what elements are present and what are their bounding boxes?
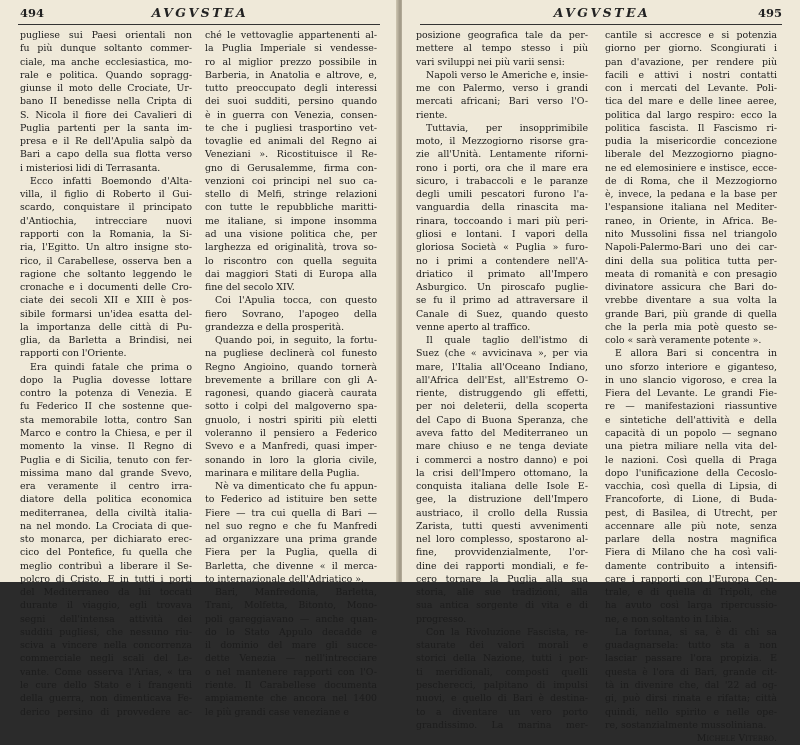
text-line: durante il viaggio, egli trovava <box>20 600 192 612</box>
text-line: ad una visione politica che, per <box>205 228 377 240</box>
text-line: presa e il Re dell'Apulia salpò da <box>20 136 192 148</box>
text-line: do lo Stato Appulo decadde e <box>205 626 377 638</box>
text-line: Bari a capo della sua flotta verso <box>20 149 192 161</box>
text-line: care i rapporti con l'Europa Cen- <box>605 573 777 585</box>
text-line: Fiere — tra cui quella di Bari — <box>205 507 377 519</box>
text-line: divinatore assicura che Bari do- <box>605 282 777 294</box>
text-line: no i primi a contendere nell'A- <box>416 255 588 267</box>
text-line: meata di romanità e con presagio <box>605 268 777 280</box>
text-line: grande Bari, più grande di quella <box>605 308 777 320</box>
text-line: mare chiuso e ne tenga deviate <box>416 441 588 453</box>
text-line: Con la Rivoluzione Fascista, re- <box>426 626 588 638</box>
text-line: lasciar passare l'ora propizia. E <box>605 653 777 665</box>
text-line: brevemente a brillare con gli A- <box>205 374 377 386</box>
text-line: ne ed elemosiniere e instisce, ecce- <box>605 162 777 174</box>
text-line: sibile formarsi un'idea esatta del- <box>20 308 192 320</box>
text-line: pescherecci, palpitano di impulsi <box>416 680 588 692</box>
text-line: vanguardia della rinascita ma- <box>416 202 588 214</box>
text-line: è, invece, la pedana e la base per <box>605 189 777 201</box>
text-line: o nel mantenere rapporti con l'O- <box>205 666 377 678</box>
text-line: ragione che soltanto leggendo le <box>20 268 192 280</box>
text-line: Coi l'Apulia tocca, con questo <box>215 295 377 307</box>
text-line: me italiane, si impone insomma <box>205 215 377 227</box>
text-line: e sintetiche dell'attività e della <box>605 414 777 426</box>
text-line: riente. <box>416 109 448 121</box>
text-line: Bari, Manfredonia, Barletta, <box>215 587 377 599</box>
text-line: zie all'Unità. Lentamente riforni- <box>416 149 588 161</box>
right-column-2 <box>605 29 777 745</box>
text-line: trale, e di quella di Tripoli, che <box>605 587 777 599</box>
text-line: to internazionale dell'Adriatico ». <box>205 573 364 585</box>
text-line: Barletta, che divenne « il merca- <box>205 560 377 572</box>
text-line: fine, provvidenzialmente, l'or- <box>416 547 588 559</box>
text-line: na pugliese declinerà col funesto <box>205 348 377 360</box>
text-line: dini della sua politica tutta per- <box>605 255 777 267</box>
text-line: Svevo e a Manfredi, quasi imper- <box>205 441 377 453</box>
text-line: bano II benedisse nella Cripta di <box>20 96 192 108</box>
text-line: E allora Bari si concentra in <box>615 348 777 360</box>
text-line: Ecco infatti Boemondo d'Alta- <box>30 175 192 187</box>
text-line: Canale di Suez, quando questo <box>416 308 588 320</box>
text-line: della guerra, non dimenticava Fe- <box>20 693 192 705</box>
text-line: il dominio del mare gli succe- <box>205 640 377 652</box>
text-line: Era quindi fatale che prima o <box>30 361 192 373</box>
text-line: marinara e militare della Puglia. <box>205 467 360 479</box>
text-line: del Capo di Buona Speranza, che <box>416 414 588 426</box>
text-line: Regno Angioino, quando tornerà <box>205 361 377 373</box>
text-line: sto monarca, per dichiarato erec- <box>20 534 192 546</box>
text-line: mediterranea, della civiltà italia- <box>20 507 192 519</box>
text-line: ragonesi, quando giacerà caurata <box>205 388 377 400</box>
text-line: segni dell'intensa attività dei <box>20 613 192 625</box>
left-header-rule <box>18 24 380 25</box>
right-column-1 <box>416 29 588 731</box>
text-line: sicuro, i trabaccoli e le paranze <box>416 175 588 187</box>
text-line: Fiera per la Puglia, quella di <box>205 547 377 559</box>
text-line: Trani, Molfetta, Bitonto, Mono- <box>205 600 377 612</box>
text-line: sudditi pugliesi, che nessuno riu- <box>20 626 192 638</box>
text-line: fiero Sovrano, l'apogeo della <box>205 308 377 320</box>
text-line: stello di Melfi, stringe relazioni <box>205 189 377 201</box>
text-line: meglio contribuì a liberare il Se- <box>20 560 192 572</box>
text-line: conquista italiana delle Isole E- <box>416 481 588 493</box>
text-line: Francoforte, di Lione, di Buda- <box>605 494 777 506</box>
text-line: d'Antiochia, intrecciare nuovi <box>20 215 192 227</box>
text-line: vari sviluppi nei più varii sensi: <box>416 56 565 68</box>
text-line: Fiera di Milano che ha così vali- <box>605 547 777 559</box>
text-line: momento la vinse. Il Regno di <box>20 441 192 453</box>
text-line: fine del secolo XIV. <box>205 282 295 294</box>
text-line: polcro di Cristo. E in tutti i porti <box>20 573 192 585</box>
text-line: rale e politica. Quando sopragg- <box>20 69 192 81</box>
text-line: to Federico ad istituire ben sette <box>205 494 377 506</box>
text-line: Nè va dimenticato che fu appun- <box>215 481 377 493</box>
text-line: Asburgico. Un piroscafo puglie- <box>416 282 588 294</box>
text-line: uno sforzo interiore e giganteso, <box>605 361 777 373</box>
text-line: che la perla mia potè questo se- <box>605 321 777 333</box>
text-line: te che i pugliesi trasportino vet- <box>205 122 377 134</box>
text-line: colo « sarà veramente potente ». <box>605 335 762 347</box>
text-line: i misteriosi lidi di Terrasanta. <box>20 162 161 174</box>
text-line: facili e attivi i nostri contatti <box>605 69 777 81</box>
text-line: sotto i colpi del malgoverno spa- <box>205 401 377 413</box>
text-line: cico del Pontefice, fu quella che <box>20 547 192 559</box>
text-line: raneo, in Oriente, in Africa. Be- <box>605 215 777 227</box>
text-line: all'Africa dell'Est, all'Estremo O- <box>416 374 588 386</box>
text-line: rinara, tocco​ando i mari più peri- <box>416 215 588 227</box>
text-line: cero tornare la Puglia alla sua <box>416 573 588 585</box>
text-line: con i mercati del Levante. Poli- <box>605 83 777 95</box>
text-line: parlare della nostra magnifica <box>605 534 777 546</box>
text-line: ti meridionali, composti quelli <box>416 666 588 678</box>
text-line: Suez (che « avvicinava », per via <box>416 348 588 360</box>
text-line: riente, distruggendo gli effetti, <box>416 388 588 400</box>
text-line: ro al miglior prezzo possibile in <box>205 56 377 68</box>
text-line: tica del mare e delle linee aeree, <box>605 96 777 108</box>
text-line: la crisi dell'Impero ottomano, la <box>416 467 588 479</box>
right-page <box>402 0 800 745</box>
text-line: in uno slancio vigoroso, e crea la <box>605 374 777 386</box>
text-line: giunse il moto delle Crociate, Ur- <box>20 83 192 95</box>
text-line: sta memorabile lotta, contro San <box>20 414 192 426</box>
text-line: dai maggiori Stati di Europa alla <box>205 268 377 280</box>
text-line: una pietra miliare nella vita del- <box>605 441 777 453</box>
text-line: cantile si accresce e si potenzia <box>605 30 777 41</box>
text-line: nel loro complesso, spostarono al- <box>416 534 588 546</box>
text-line: damente contribuito a intensifi- <box>605 560 777 572</box>
text-line: contro la potenza di Venezia. E <box>20 388 192 400</box>
text-line: guadagnarsela: tutto sta a non <box>605 640 777 652</box>
text-line: politica fascista. Il Fascismo ri- <box>605 122 777 134</box>
author-signature: Michele Viterbo. <box>696 733 777 745</box>
text-line: se fu il primo ad attraversare il <box>416 295 588 307</box>
text-line: l'espansione italiana nel Mediter- <box>605 202 777 214</box>
text-line: gliosi e lontani. I vapori della <box>416 228 588 240</box>
left-page-number: 494 <box>20 6 45 20</box>
text-line: pudia la misericordie concezione <box>605 136 777 148</box>
text-line: i commerci a nostro danno) e poi <box>416 454 588 466</box>
left-running-head: AVGVSTEA <box>151 5 249 20</box>
text-line: ampiamente che ancora nel 1400 <box>205 693 377 705</box>
text-line: gi, può dirsi rinata e rifatta; città <box>605 693 777 705</box>
text-line: vacchia, così quella di Lipsia, di <box>605 481 777 493</box>
text-line: missima mano dal grande Svevo, <box>20 467 192 479</box>
text-line: quindi, nello spirito e nelle ope- <box>605 706 777 718</box>
text-line: Il quale taglio dell'istmo di <box>426 335 588 347</box>
text-line: riente. Il Carabellese documenta <box>205 680 377 692</box>
text-line: na nel mondo. La Crociata di que- <box>20 520 192 532</box>
text-line: le nazioni. Così quella di Praga <box>605 454 777 466</box>
text-line: Puglia e di Sicilia, tenuto con fer- <box>20 454 192 466</box>
text-line: Zarista, tutti questi avvenimenti <box>416 520 588 532</box>
text-line: Veneziani ». Ricostituisce il Re- <box>205 149 377 161</box>
text-line: storici della Nazione, tutti i por- <box>416 653 588 665</box>
text-line: commerciale negli scali del Le- <box>20 653 192 665</box>
text-line: dine dei rapporti mondiali, e fe- <box>416 560 588 572</box>
text-line: mare, l'Italia all'Oceano Indiano, <box>416 361 588 373</box>
text-line: è in guerra con Venezia, consen- <box>205 109 377 121</box>
text-line: progresso. <box>416 613 467 625</box>
right-running-head: AVGVSTEA <box>553 5 651 20</box>
text-line: liberale del Mezzogiorno piagno- <box>605 149 777 161</box>
left-column-1 <box>20 29 192 718</box>
text-line: lo riscontro con quella seguita <box>205 255 377 267</box>
text-line: dette Venezia — nell'intrecciare <box>205 653 377 665</box>
text-line: sciva a vincere nella concorrenza <box>20 640 192 652</box>
text-line: del Mediterraneo da lui toccati <box>20 587 192 599</box>
text-line: Fiera del Levante. Le grandi Fie- <box>605 388 777 400</box>
text-line: La fortuna, si sa, è di chi sa <box>615 626 777 638</box>
text-line: gno di Gerusalemme, firma con- <box>205 162 377 174</box>
text-line: grandezza e della prosperità. <box>205 321 345 333</box>
text-line: sua antica sorgente di vita e di <box>416 600 588 612</box>
text-line: S. Nicola il fiore dei Cavalieri di <box>20 109 192 121</box>
text-line: gloriosa Società « Puglia » furo- <box>416 242 588 254</box>
text-line: nuovi, e quello di Bari è destina- <box>416 693 588 705</box>
text-line: ad organizzare una prima grande <box>205 534 377 546</box>
text-line: moto, il Mezzogiorno risorse gra- <box>416 136 588 148</box>
text-line: mercati africani; Bari verso l'O- <box>416 96 588 108</box>
left-page <box>0 0 398 718</box>
text-line: gnuolo, i nostri spiriti più eletti <box>205 414 377 426</box>
text-line: degli umili pescatori furono l'a- <box>416 189 588 201</box>
text-line: politica dal largo respiro: ecco la <box>605 109 777 121</box>
text-line: pan d'avazione, per rendere più <box>605 56 777 68</box>
left-page-header <box>20 4 380 24</box>
text-line: villa, il figlio di Roberto il Gui- <box>20 189 192 201</box>
text-line: aveva fatto del Mediterraneo un <box>416 427 588 439</box>
text-line: ne, e non soltanto in Libia. <box>605 613 732 625</box>
text-line: dopo la Puglia dovesse lottare <box>20 374 192 386</box>
text-line: derico persino di provvedere ac- <box>20 706 192 718</box>
text-line: cronache e i documenti delle Cro- <box>20 282 192 294</box>
text-line: storia, alle sue tradizioni, alla <box>416 587 588 599</box>
text-line: nel suo regno e che fu Manfredi <box>205 520 377 532</box>
text-line: Puglia partenti per la santa im- <box>20 122 192 134</box>
right-page-number: 495 <box>757 6 782 20</box>
text-line: tà in divenire che, dal '22 ad og- <box>605 680 777 692</box>
text-line: dopo l'unificazione della Cecoslo- <box>605 467 777 479</box>
text-line: de di Roma, che il Mezzogiorno <box>605 175 777 187</box>
text-line: grandissimo. La marina mer- <box>416 719 588 731</box>
text-line: gee, la distruzione dell'Impero <box>416 494 588 506</box>
text-line: ha avuto così larga ripercussio- <box>605 600 777 612</box>
text-line: voleranno il pensiero a Federico <box>205 427 377 439</box>
text-line: pest, di Basilea, di Utrecht, per <box>605 507 777 519</box>
text-line: accennare alle più note, senza <box>605 520 777 532</box>
text-line: vrebbe diventare a sua volta la <box>605 295 777 307</box>
text-line: le più grandi case veneziane e <box>205 706 349 718</box>
text-line: per noi deleterii, della scoperta <box>416 401 588 413</box>
text-line: driatico il primato all'Impero <box>416 268 588 280</box>
text-line: pugliese sui Paesi orientali non <box>20 30 192 41</box>
text-line: venzioni coi principi nel suo ca- <box>205 175 377 187</box>
right-page-header <box>422 4 782 24</box>
text-line: Tuttavia, per insopprimibile <box>426 122 588 134</box>
text-line: me con Palermo, verso i grandi <box>416 83 588 95</box>
text-line: la importanza delle città di Pu- <box>20 321 192 333</box>
text-line: con tutte le repubbliche maritti- <box>205 202 377 214</box>
text-line: venne aperto al traffico. <box>416 321 531 333</box>
text-line: to a diventare un vero porto <box>416 706 588 718</box>
text-line: ria, l'Egitto. Un altro insigne sto- <box>20 242 192 254</box>
text-line: era veramente il centro irra- <box>20 481 192 493</box>
text-line: staurate dei valori morali e <box>416 640 588 652</box>
text-line: diatore della politica economica <box>20 494 192 506</box>
text-line: la Puglia Imperiale si vendesse- <box>205 43 377 55</box>
left-column-2 <box>205 29 377 718</box>
text-line: scardo, conquistare il principato <box>20 202 192 214</box>
text-line: posizione geografica tale da per- <box>416 30 588 41</box>
text-line: Napoli verso le Americhe e, insie- <box>426 69 588 81</box>
text-line: re — manifestazioni riassuntive <box>605 401 777 413</box>
text-line: rono i porti, ora che il mare era <box>416 162 588 174</box>
text-line: giorno per giorno. Scongiurati i <box>605 43 777 55</box>
text-line: ché le vettovaglie appartenenti al- <box>205 30 377 41</box>
text-line: vante. Come osserva l'Arias, « tra <box>20 666 192 678</box>
text-line: larghezza ed originalità, trova so- <box>205 242 377 254</box>
text-line: poli gareggiavano — anche quan- <box>205 613 377 625</box>
text-line: sonando in loro la gloria civile, <box>205 454 377 466</box>
text-line: nito Mussolini fissa nel triangolo <box>605 228 777 240</box>
text-line: Barberia, in Anatolia e altrove, e, <box>205 69 377 81</box>
text-line: rapporti con la Romania, la Si- <box>20 228 192 240</box>
text-line: Marco e contro la Chiesa, e per il <box>20 427 192 439</box>
text-line: tutto preoccupato degli interessi <box>205 83 377 95</box>
text-line: rico, il Carabellese, osserva ben a <box>20 255 192 267</box>
text-line: le cure dello Stato e i frangenti <box>20 680 192 692</box>
text-line: fu più dunque soltanto commer- <box>20 43 192 55</box>
text-line: mettere al tempo stesso i più <box>416 43 588 55</box>
text-line: Napoli-Palermo-Bari uno dei car- <box>605 242 777 254</box>
right-header-rule <box>420 24 782 25</box>
text-line: ciale, ma anche ecclesiastica, mo- <box>20 56 192 68</box>
text-line: Quando poi, in seguito, la fortu- <box>215 335 377 347</box>
text-line: rapporti con l'Oriente. <box>20 348 127 360</box>
text-line: questa è l'ora di Bari, grande cit- <box>605 666 777 678</box>
text-line: fu Federico II che sostenne que- <box>20 401 192 413</box>
text-line: tovaglie ed animali del Regno ai <box>205 136 377 148</box>
text-line: capacità di un popolo — segnano <box>605 427 777 439</box>
text-line: re, sostanzialmente mussoliniana. <box>605 719 767 731</box>
text-line: ciate dei secoli XII e XIII è pos- <box>20 295 192 307</box>
text-line: austriaco, il crollo della Russia <box>416 507 588 519</box>
text-line: glia, da Barletta a Brindisi, nei <box>20 335 192 347</box>
text-line: dei suoi sudditi, persino quando <box>205 96 377 108</box>
